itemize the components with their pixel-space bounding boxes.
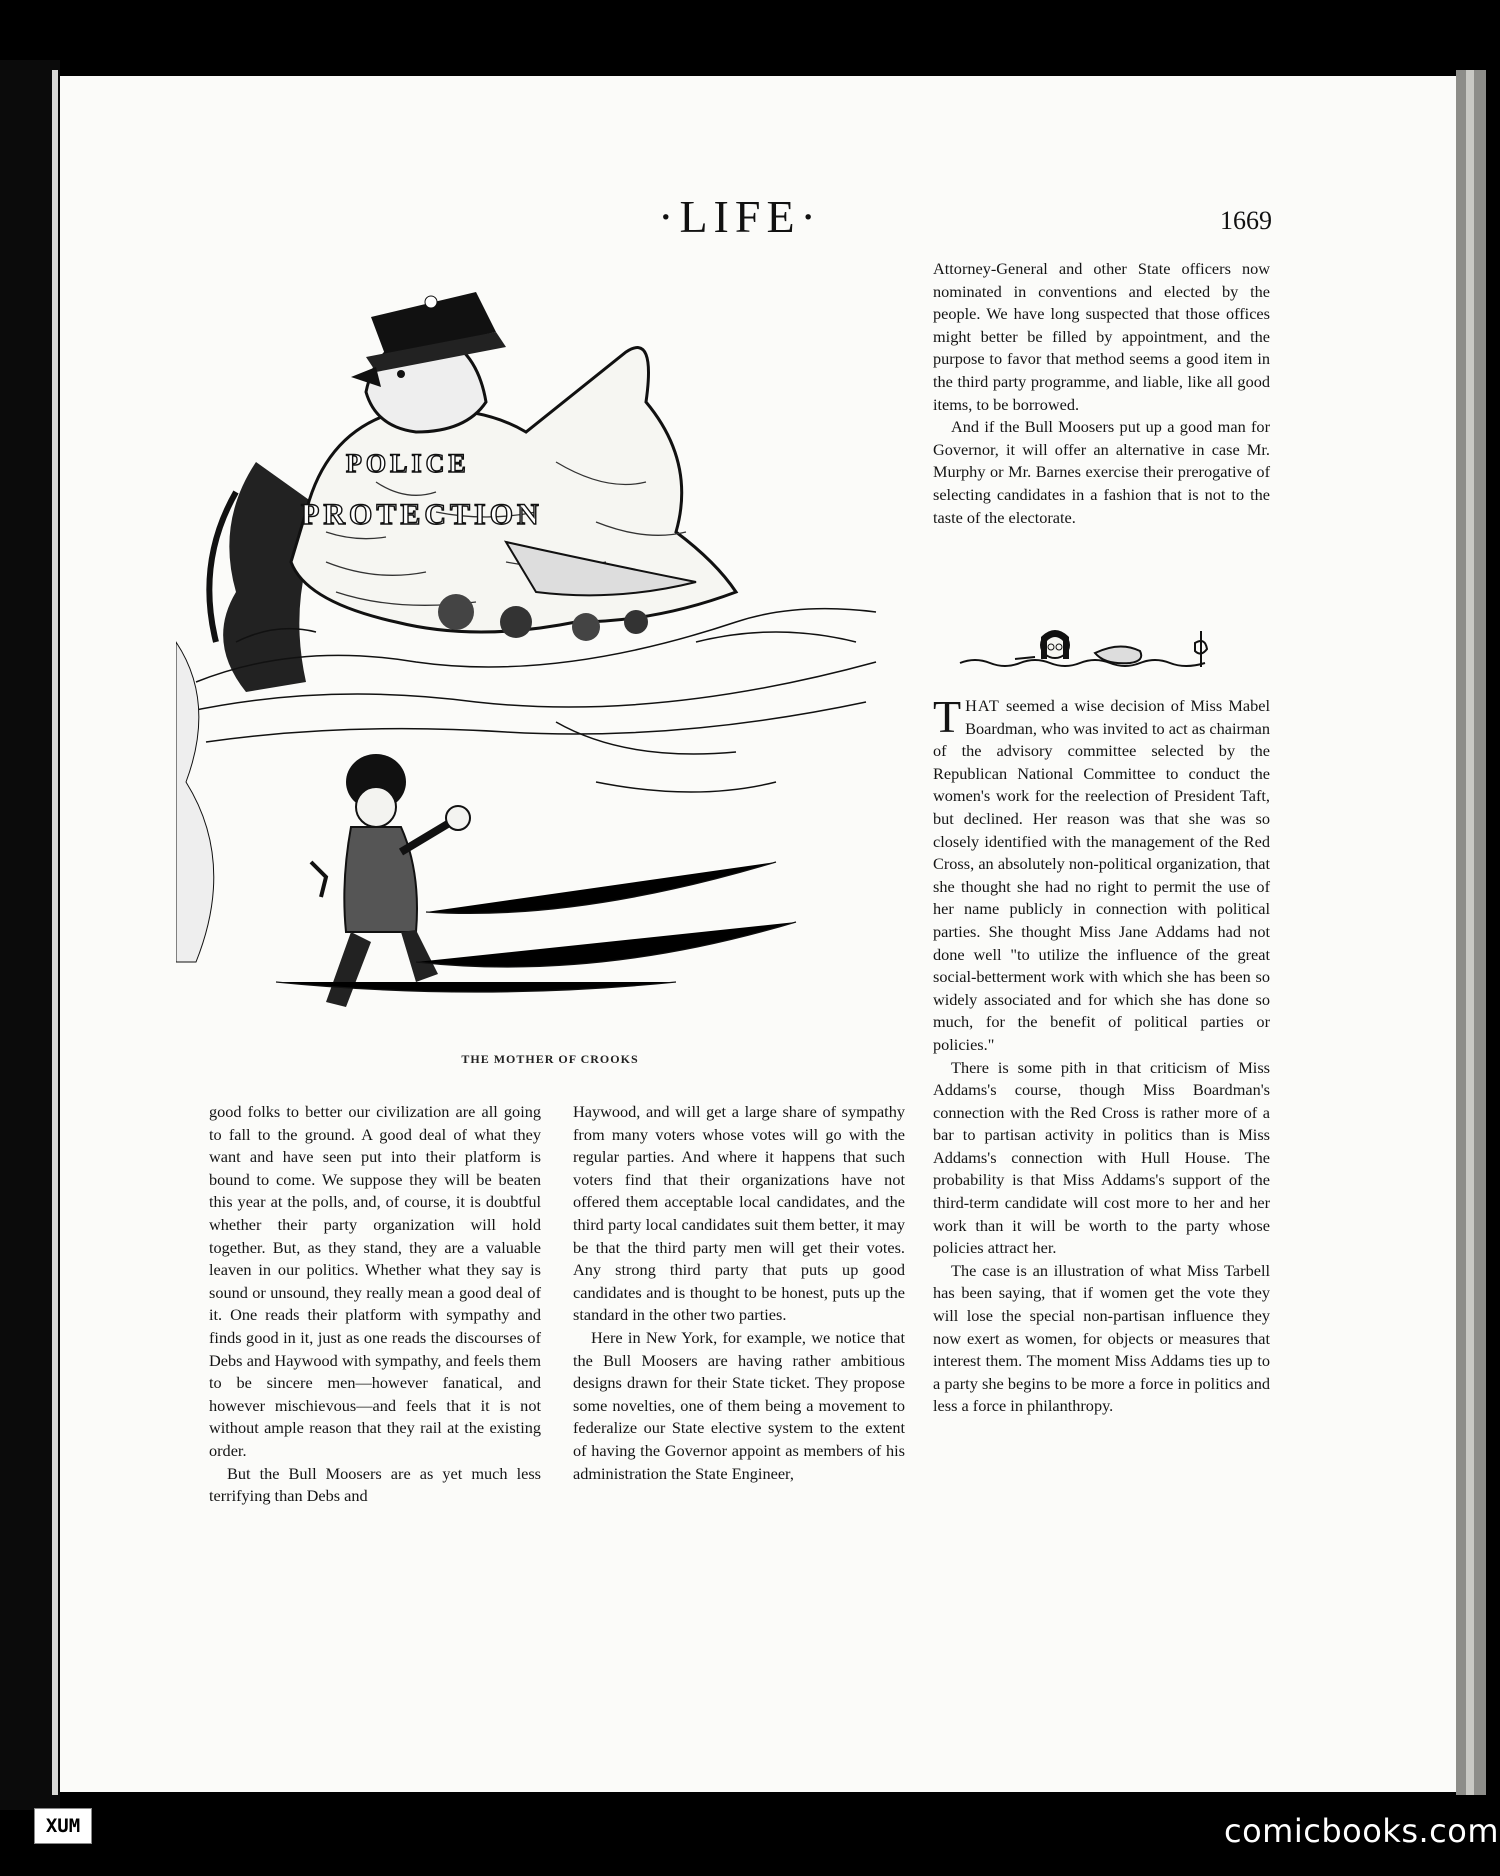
masthead-title: ·LIFE· (658, 191, 822, 242)
column-2 (573, 1101, 905, 1485)
scan-tag-label: XUM (34, 1808, 92, 1844)
column-3-bottom (933, 691, 1270, 1418)
banner-police: POLICE (346, 449, 470, 478)
col1-paragraph-2: But the Bull Moosers are as yet much less terrifying than Debs and (209, 1463, 541, 1506)
swimmer-ornament (955, 623, 1225, 685)
column-1 (209, 1101, 541, 1508)
col3-paragraph-5: The case is an illustration of what Miss Tarbell has been saying, that if women get the vote they will lose the special non-partisan influence they now exert as women, for objects or measures that interest them. The moment Miss Addams ties up to a party she begins to be more a force in politics and less a force in philanthropy. (933, 1260, 1270, 1416)
cartoon-caption: THE MOTHER OF CROOKS (461, 1052, 639, 1066)
col3-paragraph-2: And if the Bull Moosers put up a good man for Governor, it will offer an alternative in case Mr. Murphy or Mr. Barnes exercise their prerogative of selecting candidates in a fashion that is not to the taste of the electorate. (933, 417, 1270, 527)
col3-paragraph-4: There is some pith in that criticism of Miss Addams's course, though Miss Boardman's connection with the Red Cross is rather more of a bar to partisan activity in politics than is Miss Addams's connection with Hull House. The probability is that Miss Addams's support of the third-term candidate will cost more to her and her work than it will be worth to the party whose policies attract her. (933, 1057, 1270, 1258)
col3-paragraph-3 (933, 691, 1270, 1057)
lead-caps: HAT (965, 696, 1000, 715)
col2-paragraph-2: Here in New York, for example, we notice that the Bull Moosers are having rather ambitious designs drawn for their State ticket. They propose some novelties, one of them being a movement to federalize our State elective system to the extent of having the Governor appoint as members of his administration the State Engineer, (573, 1327, 905, 1483)
banner-protection: PROTECTION (301, 498, 543, 531)
col2-paragraph-1: Haywood, and will get a large share of sympathy from many voters whose votes will go with the regular parties. And where it happens that such voters find that their organizations have not offered them acceptable local candidates, and the third party local candidates suit them better, it may be that the third party men will get their votes. Any strong third party that puts up good candidates and is thought to be honest, puts up the standard in the other two parties. (573, 1102, 905, 1325)
col3-paragraph-3-text: seemed a wise decision of Miss Mabel Boardman, who was invited to act as chairman of the advisory committee selected by the Republican National Committee to conduct the women's work for the reelection of President Taft, but declined. Her reason was that she was so closely identified with the management of the Red Cross, an absolutely non-political organization, that she thought she had no right to permit the use of her name publicly in connection with political parties. She thought Miss Jane Addams had not done well "to utilize the influence of the great social-betterment work with which she has been so widely associated and for which she has done so much, for the benefit of political parties or policies." (933, 696, 1270, 1054)
col3-paragraph-1: Attorney-General and other State officers now nominated in conventions and elected by the people. We have long suspected that those offices might better be filled by appointment, and the purpose to favor that method seems a good item in the third party programme, and liable, like all good items, to be borrowed. (933, 259, 1270, 414)
spine-shadow (0, 60, 60, 1810)
watermark-text: comicbooks.com (1224, 1812, 1500, 1850)
page-edge-highlight (1466, 70, 1474, 1795)
page-number: 1669 (1220, 206, 1272, 235)
col1-paragraph-1: good folks to better our civilization are all going to fall to the ground. A good deal of what they want and have seen put into their platform is bound to come. We suppose they will be beaten this year at the polls, and, of course, it is doubtful whether their party organization will hold together. But, as they stand, they are a valuable leaven in our politics. Whether what they say is sound or unsound, they really mean a good deal of it. One reads their platform with sympathy and finds good in it, just as one reads the discourses of Debs and Haywood with sympathy, and feels them to be sincere men—however fanatical, and however mischievous—and feels that it is not without ample reason that they rail at the existing order. (209, 1102, 541, 1460)
column-3-top (933, 258, 1270, 529)
drop-cap: T (933, 691, 962, 742)
cartoon-illustration (176, 262, 896, 1042)
spine-edge (52, 70, 58, 1795)
